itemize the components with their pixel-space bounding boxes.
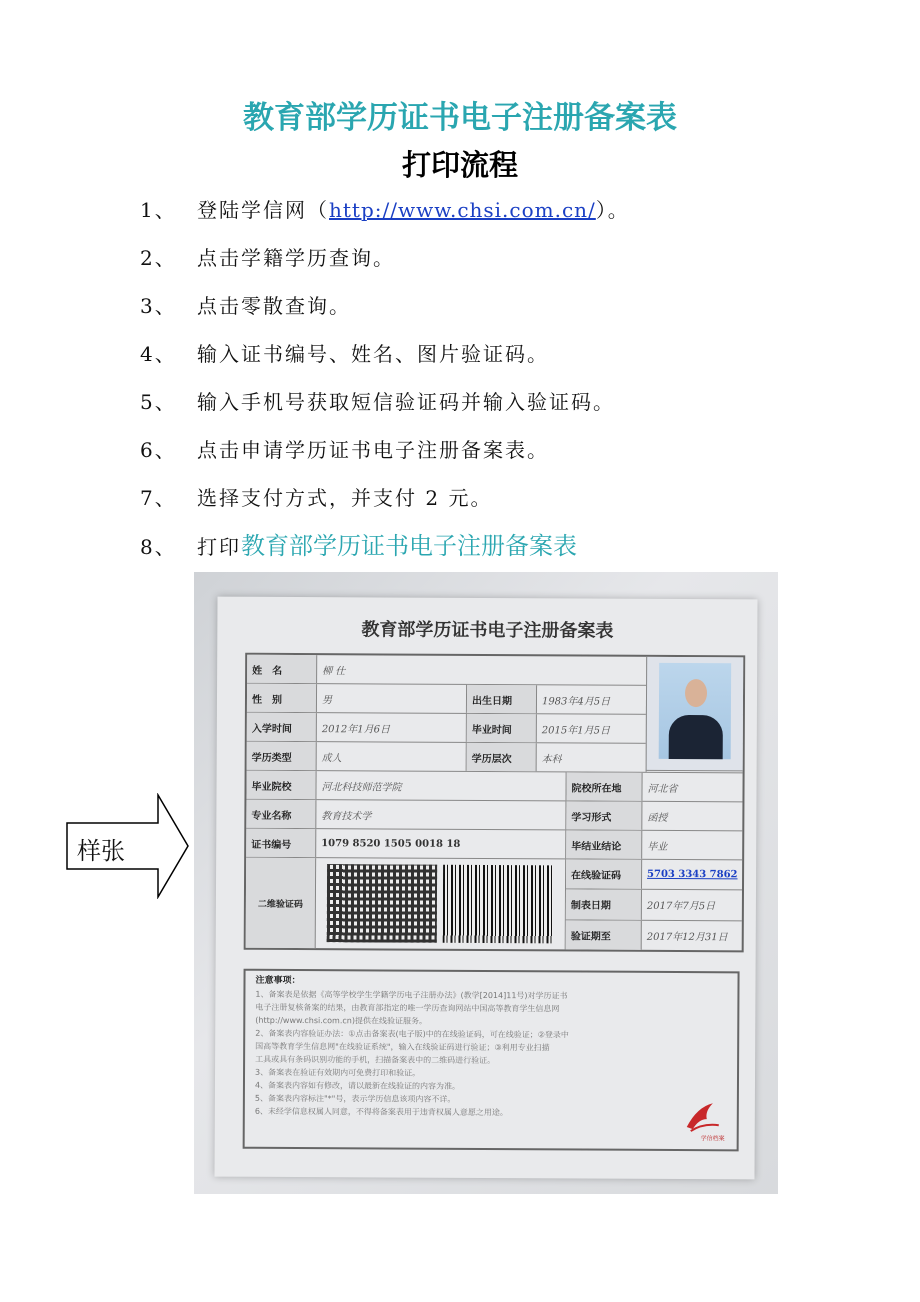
portrait: [646, 657, 744, 772]
form-value: 函授: [647, 812, 668, 824]
form-label: 毕结业结论: [566, 830, 642, 858]
form-grid: [244, 653, 746, 953]
sample-form: [214, 597, 757, 1180]
form-value: 1983年4月5日: [537, 685, 647, 714]
step-5: [140, 387, 860, 435]
form-label: 验证期至: [566, 920, 642, 950]
notes-line: 电子注册复核备案的结果，由教育部指定的唯一学历查询网站中国高等教育学生信息网: [255, 1002, 560, 1014]
form-value: 河北科技师范学院: [316, 771, 566, 800]
step-text: 输入手机号获取短信验证码并输入验证码。: [197, 390, 615, 414]
step-2: [140, 243, 860, 291]
step-6: [140, 435, 860, 483]
form-label: 性 别: [247, 684, 317, 712]
form-label: 出生日期: [467, 685, 537, 713]
step-text: 登陆学信网（: [197, 198, 329, 222]
step-number: 1、: [140, 198, 177, 222]
step-text: 点击学籍学历查询。: [197, 246, 395, 270]
form-row: [246, 829, 742, 861]
step-7: [140, 483, 860, 531]
step-text: 点击申请学历证书电子注册备案表。: [197, 438, 549, 462]
step-number: 7、: [140, 486, 177, 510]
logo-text: 学信档案: [700, 1135, 725, 1143]
chsi-link[interactable]: http://www.chsi.com.cn/: [329, 198, 596, 222]
form-label: 制表日期: [566, 890, 642, 920]
form-value: 2017年7月5日: [646, 901, 716, 913]
form-label: 学习形式: [566, 801, 642, 829]
certificate-number: 1079 8520 1505 0018 18: [316, 829, 566, 858]
notes-line: 3、备案表在验证有效期内可免费打印和验证。: [255, 1067, 421, 1078]
notes-line: 工具或具有条码识别功能的手机，扫描备案表中的二维码进行验证。: [255, 1054, 496, 1066]
qr-codes: [316, 858, 566, 949]
sample-photo: [194, 572, 778, 1194]
form-label: 毕业时间: [467, 714, 537, 742]
form-label: 毕业院校: [246, 771, 316, 799]
form-row: [246, 771, 742, 803]
portrait-photo: [659, 663, 732, 759]
form-value: 2012年1月6日: [317, 713, 467, 742]
step-text: 打印: [197, 535, 241, 559]
form-value: 毕业: [647, 841, 668, 853]
form-value: 河北省: [647, 783, 678, 795]
form-value: 2017年12月31日: [646, 931, 728, 944]
step-text: 选择支付方式，并支付 2 元。: [197, 486, 493, 510]
form-label: 学历层次: [467, 743, 537, 771]
step-text: 输入证书编号、姓名、图片验证码。: [197, 342, 549, 366]
page-title: 教育部学历证书电子注册备案表: [243, 100, 677, 136]
notes-line: 6、未经学信息权属人同意，不得将备案表用于违背权属人意愿之用途。: [254, 1106, 508, 1118]
form-value: 教育技术学: [316, 800, 566, 829]
verify-block: [566, 859, 742, 950]
form-label: 证书编号: [246, 829, 316, 857]
qr-row: [246, 858, 742, 951]
notes-line: 5、备案表内容标注"*"号，表示学历信息该项内容不详。: [254, 1093, 456, 1104]
notes-box: [243, 969, 740, 1152]
step-number: 6、: [140, 438, 177, 462]
form-value: 本科: [537, 743, 647, 772]
qr-label: 二维验证码: [246, 858, 316, 948]
form-row: [246, 800, 742, 832]
form-label: 入学时间: [247, 713, 317, 741]
form-value: 2015年1月5日: [537, 714, 647, 743]
step-text-suffix: ）。: [595, 198, 630, 222]
step-number: 2、: [140, 246, 177, 270]
step-1: [140, 195, 860, 243]
step-text: 点击零散查询。: [197, 294, 351, 318]
form-label: 姓 名: [247, 655, 317, 683]
form-value: 成人: [317, 742, 467, 771]
step-number: 8、: [140, 535, 177, 559]
step-4: [140, 339, 860, 387]
barcode-icon: [443, 865, 553, 944]
form-value: 柳 仕: [317, 655, 647, 685]
step-highlight: 教育部学历证书电子注册备案表: [241, 532, 577, 560]
form-label: 学历类型: [247, 742, 317, 770]
sample-label: 样张: [77, 837, 125, 865]
form-title: 教育部学历证书电子注册备案表: [361, 619, 614, 642]
notes-line: 2、备案表内容验证办法：①点击备案表(电子版)中的在线验证码，可在线验证；②登录中: [255, 1028, 569, 1040]
form-label: 院校所在地: [566, 772, 642, 800]
portrait-head: [685, 679, 707, 707]
step-number: 5、: [140, 390, 177, 414]
notes-line: 国高等教育学生信息网"在线验证系统"，输入在线验证码进行验证；③利用专业扫描: [255, 1041, 550, 1053]
step-number: 3、: [140, 294, 177, 318]
form-label: 在线验证码: [566, 859, 642, 889]
form-value: 男: [317, 684, 467, 713]
form-label: 专业名称: [246, 800, 316, 828]
notes-line: 4、备案表内容如有修改，请以最新在线验证的内容为准。: [254, 1080, 461, 1091]
step-3: [140, 291, 860, 339]
online-code: 5703 3343 7862: [647, 868, 738, 881]
notes-line: 1、备案表是依据《高等学校学生学籍学历电子注册办法》(教学[2014]11号)对学历证书: [255, 989, 568, 1001]
step-number: 4、: [140, 342, 177, 366]
steps-list: [140, 195, 860, 579]
notes-title: 注意事项：: [255, 975, 301, 987]
qr-code-icon: [327, 864, 437, 943]
page-subtitle: 打印流程: [401, 148, 518, 182]
portrait-body: [669, 715, 723, 759]
notes-line: (http://www.chsi.com.cn)提供在线验证服务。: [255, 1015, 428, 1026]
